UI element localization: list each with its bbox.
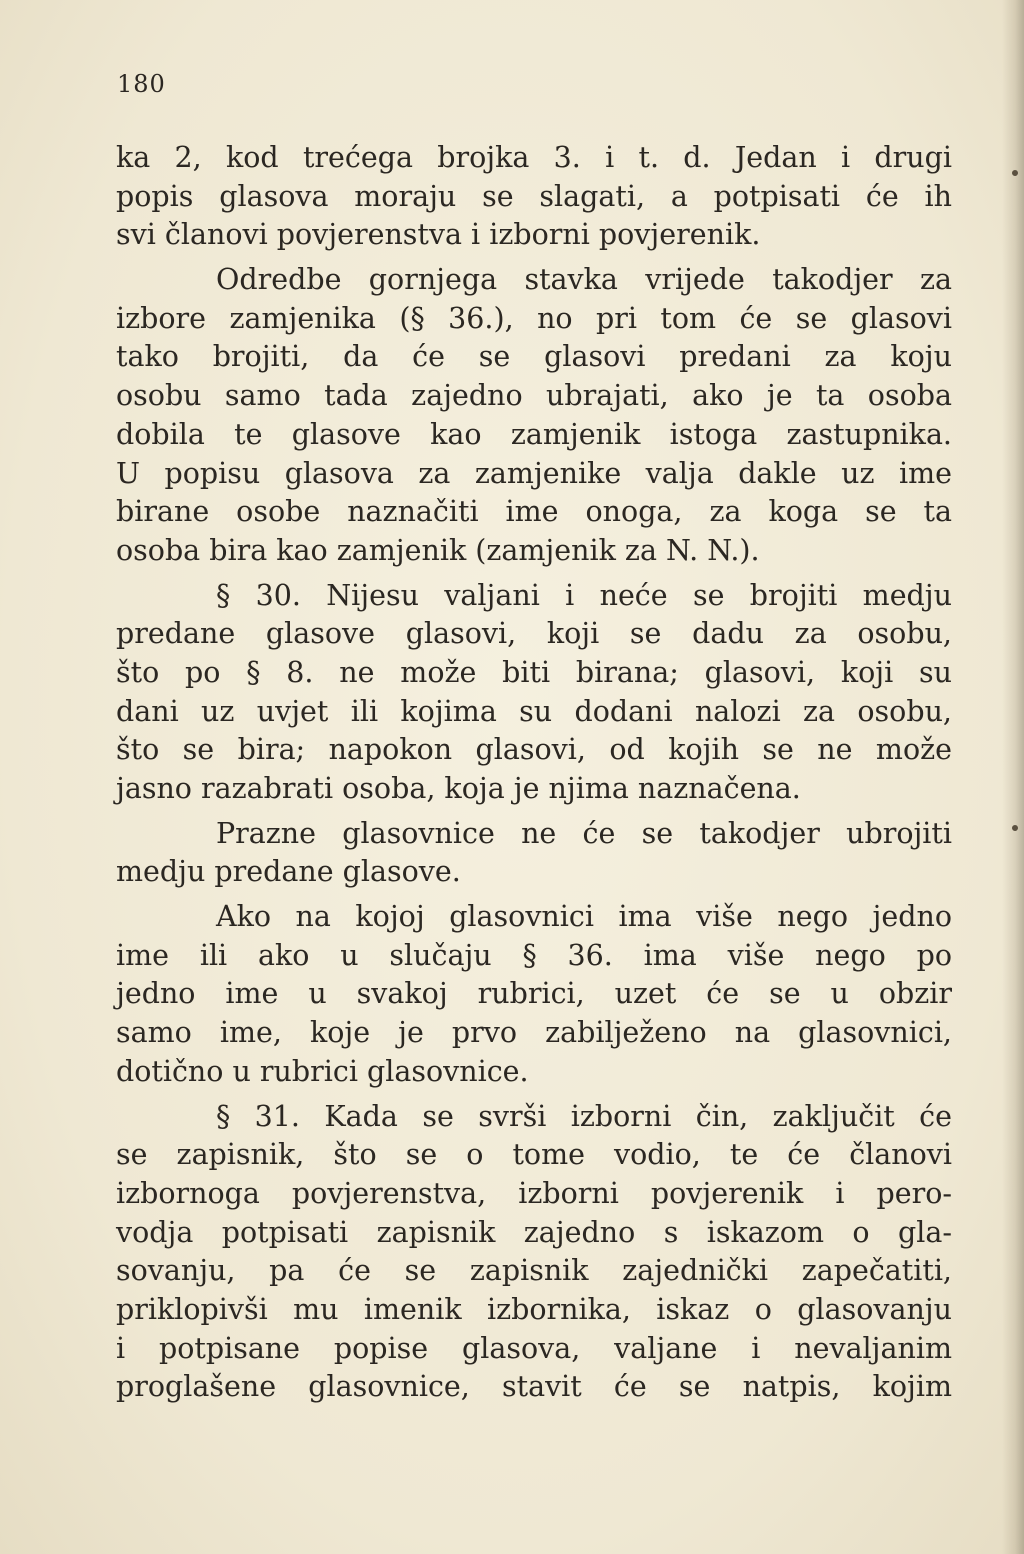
margin-mark <box>1012 170 1018 176</box>
text-line: medju predane glasove. <box>116 855 461 889</box>
text-line: što se bira; napokon glasovi, od kojih se ne može <box>116 733 952 767</box>
text-line: što po § 8. ne može biti birana; glasovi, koji su <box>116 655 952 689</box>
text-line: sovanju, pa će se zapisnik zajednički zapečatiti, <box>116 1254 952 1288</box>
page-number: 180 <box>117 70 166 98</box>
paragraph <box>116 577 952 809</box>
text-line: priklopivši mu imenik izbornika, iskaz o glasovanju <box>116 1292 952 1326</box>
text-line: samo ime, koje je prvo zabilježeno na glasovnici, <box>116 1016 952 1050</box>
text-line: izbore zamjenika (§ 36.), no pri tom će se glasovi <box>116 301 952 335</box>
text-line: se zapisnik, što se o tome vodio, te će članovi <box>116 1138 952 1172</box>
text-line: birane osobe naznačiti ime onoga, za koga se ta <box>116 495 952 529</box>
paragraph <box>116 1098 952 1408</box>
text-line: proglašene glasovnice, stavit će se natpis, kojim <box>116 1370 952 1404</box>
page-binding-shadow <box>1002 0 1024 1554</box>
text-line: vodja potpisati zapisnik zajedno s iskazom o gla- <box>116 1215 952 1249</box>
text-line: § 30. Nijesu valjani i neće se brojiti medju <box>216 578 952 612</box>
paragraph <box>116 139 952 255</box>
text-line: osobu samo tada zajedno ubrajati, ako je ta osoba <box>116 379 952 413</box>
text-line: dani uz uvjet ili kojima su dodani nalozi za osobu, <box>116 694 952 728</box>
paragraph <box>116 815 952 892</box>
text-line: Ako na kojoj glasovnici ima više nego jedno <box>216 900 952 934</box>
paragraph <box>116 898 952 1091</box>
text-line: i potpisane popise glasova, valjane i nevaljanim <box>116 1331 952 1365</box>
margin-mark <box>1012 825 1018 831</box>
text-line: ka 2, kod trećega brojka 3. i t. d. Jedan i drugi <box>116 141 952 174</box>
text-line: svi članovi povjerenstva i izborni povjerenik. <box>116 218 761 252</box>
text-line: Odredbe gornjega stavka vrijede takodjer za <box>216 263 952 297</box>
text-line: dobila te glasove kao zamjenik istoga zastupnika. <box>116 417 952 451</box>
text-line: popis glasova moraju se slagati, a potpisati će ih <box>116 179 952 213</box>
text-line: jasno razabrati osoba, koja je njima naznačena. <box>116 772 801 805</box>
text-line: Prazne glasovnice ne će se takodjer ubrojiti <box>216 816 952 850</box>
text-line: jedno ime u svakoj rubrici, uzet će se u obzir <box>116 977 952 1011</box>
paragraph <box>116 261 952 571</box>
body-text <box>116 139 952 1407</box>
text-line: tako brojiti, da će se glasovi predani za koju <box>116 340 952 374</box>
text-line: predane glasove glasovi, koji se dadu za osobu, <box>116 617 952 651</box>
text-line: U popisu glasova za zamjenike valja dakle uz ime <box>116 456 952 490</box>
text-line: izbornoga povjerenstva, izborni povjerenik i pero- <box>116 1176 952 1210</box>
text-line: § 31. Kada se svrši izborni čin, zaključit će <box>216 1099 952 1133</box>
text-line: dotično u rubrici glasovnice. <box>116 1054 529 1088</box>
text-line: ime ili ako u slučaju § 36. ima više nego po <box>116 938 952 972</box>
text-line: osoba bira kao zamjenik (zamjenik za N. N.). <box>116 533 760 567</box>
